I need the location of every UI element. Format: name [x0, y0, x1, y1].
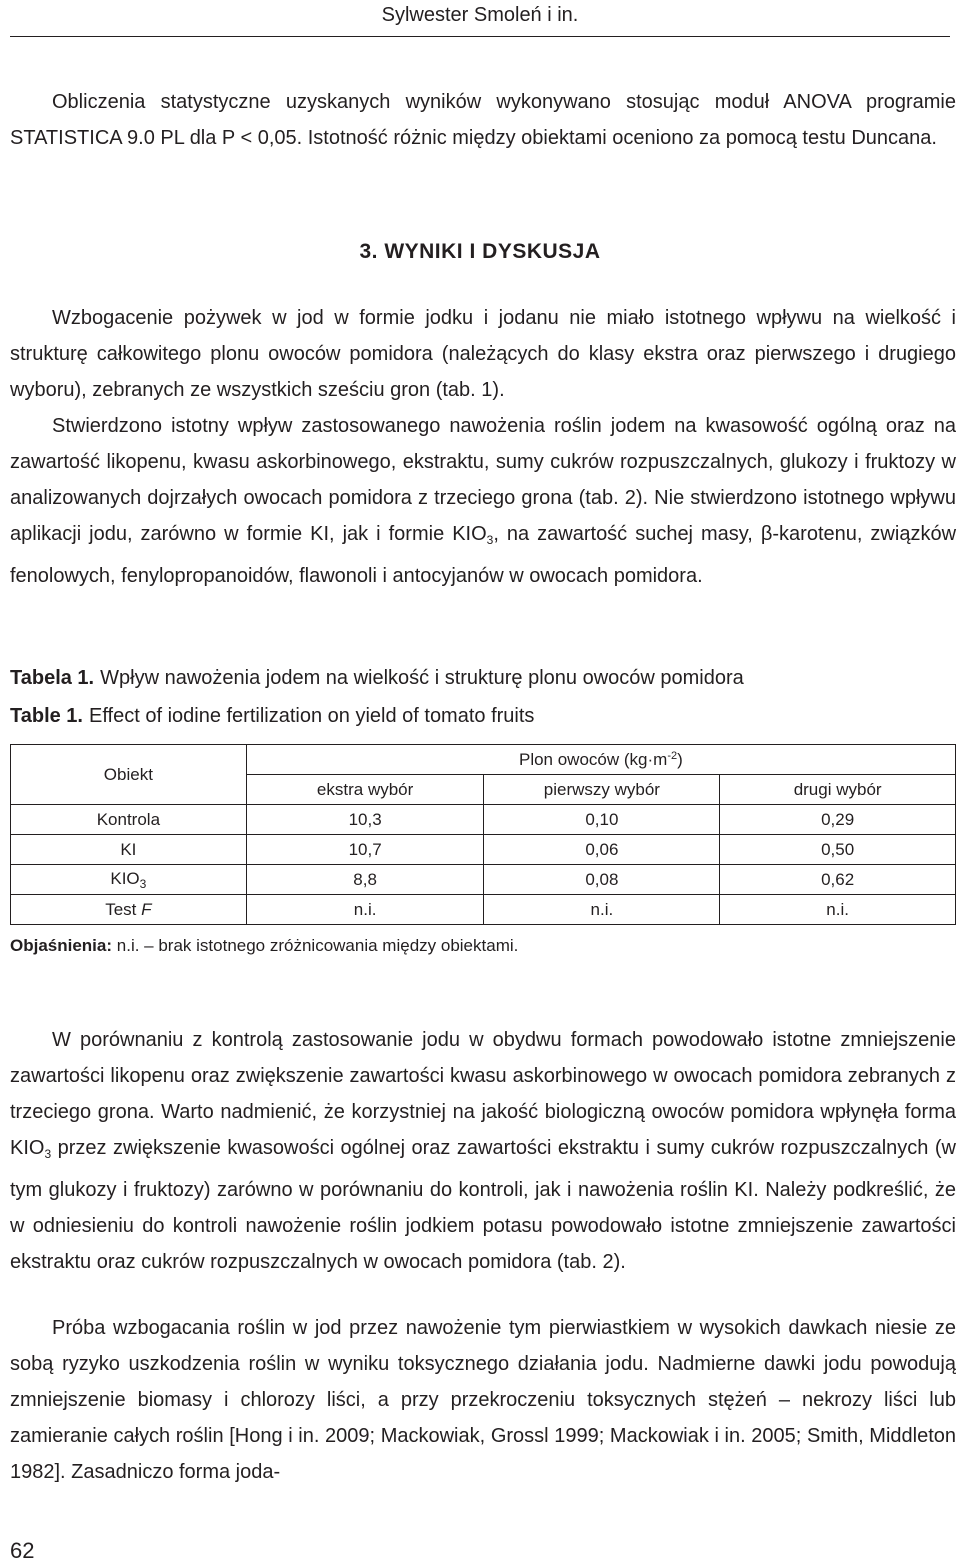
subscript: 3: [139, 876, 147, 891]
row-object: KI: [11, 835, 247, 865]
header-yield-close: ): [677, 749, 683, 769]
table-row: [11, 835, 956, 865]
header-yield: [246, 745, 955, 775]
table-row: [11, 805, 956, 835]
table-row: [11, 865, 956, 895]
note-label: Objaśnienia:: [10, 936, 113, 955]
object-name: Test: [105, 899, 142, 919]
running-header: Sylwester Smoleń i in.: [381, 4, 579, 26]
text-run: W porównaniu z kontrolą zastosowanie jodu w obydwu formach powodowało istotne zmniejszenie zawartości likopenu oraz zwiększenie zawartości kwasu askorbinowego w owocach pomidora zebranych z trzeciego grona. Warto nadmienić, że korzystniej na jakość biologiczną owoców pomidora wpłynęła forma KIO: [10, 1029, 956, 1159]
object-name: KIO: [110, 868, 140, 888]
table-note: [10, 936, 518, 956]
cell-value: 0,50: [720, 835, 956, 865]
table-caption-pl: [10, 664, 744, 692]
table-row: [11, 895, 956, 925]
cell-value: 0,08: [484, 865, 720, 895]
caption-label: Tabela 1.: [10, 667, 95, 689]
page-number: 62: [10, 1538, 35, 1563]
subscript: 3: [486, 533, 494, 547]
caption-text: Effect of iodine fertilization on yield of tomato fruits: [89, 705, 535, 727]
cell-value: 10,3: [246, 805, 484, 835]
header-yield-text: Plon owoców (kg·m: [518, 749, 668, 769]
subheader-extra: ekstra wybór: [246, 775, 484, 805]
cell-value: 0,62: [720, 865, 956, 895]
paragraph-statistics: Obliczenia statystyczne uzyskanych wyników wykonywano stosując moduł ANOVA programie STATISTICA 9.0 PL dla P < 0,05. Istotność różnic między obiektami oceniono za pomocą testu Duncana.: [10, 91, 956, 149]
cell-value: 0,29: [720, 805, 956, 835]
table-header-row: [11, 745, 956, 775]
cell-value: 0,06: [484, 835, 720, 865]
superscript: -2: [667, 749, 678, 762]
object-name-italic: F: [141, 899, 152, 919]
cell-value: 10,7: [246, 835, 484, 865]
note-text: n.i. – brak istotnego zróżnicowania między obiektami.: [116, 936, 519, 955]
paragraph-risk: Próba wzbogacania roślin w jod przez nawożenie tym pierwiastkiem w wysokich dawkach niesie ze sobą ryzyko uszkodzenia roślin w wyniku toksycznego działania jodu. Nadmierne dawki jodu powodują zmniejszenie biomasy i chlorozy liści, a przy przekroczeniu toksycznych stężeń – nekrozy liści lub zamieranie całych roślin [Hong i in. 2009; Mackowiak, Grossl 1999; Mackowiak i in. 2005; Smith, Middleton 1982]. Zasadniczo forma joda-: [10, 1317, 956, 1483]
caption-label: Table 1.: [10, 705, 83, 727]
caption-text: Wpływ nawożenia jodem na wielkość i strukturę plonu owoców pomidora: [100, 667, 744, 689]
cell-value: n.i.: [484, 895, 720, 925]
text-run: Stwierdzono istotny wpływ zastosowanego nawożenia roślin jodem na kwasowość ogólną oraz na zawartość likopenu, kwasu askorbinowego, ekstraktu, sumy cukrów rozpuszczalnych, glukozy i fruktozy w analizowanych dojrzałych owocach pomidora z trzeciego grona (tab. 2). Nie stwierdzono istotnego wpływu aplikacji jodu, zarówno w formie KI, jak i formie KIO: [10, 415, 956, 545]
paragraph-results-2: [10, 408, 956, 594]
paragraph-results-1: Wzbogacenie pożywek w jod w formie jodku i jodanu nie miało istotnego wpływu na wielkość i strukturę całkowitego plonu owoców pomidora (należących do klasy ekstra oraz pierwszego i drugiego wyboru), zebranych ze wszystkich sześciu gron (tab. 1).: [10, 307, 956, 401]
row-object: [11, 895, 247, 925]
cell-value: n.i.: [720, 895, 956, 925]
yield-table: [10, 744, 956, 925]
paragraph-comparison: [10, 1022, 956, 1280]
table-caption-en: [10, 702, 534, 730]
header-object: Obiekt: [11, 745, 247, 805]
row-object: Kontrola: [11, 805, 247, 835]
cell-value: n.i.: [246, 895, 484, 925]
row-object: [11, 865, 247, 895]
text-run: , na zawartość suchej masy, β-karotenu, związków fenolowych, fenylopropanoidów, flawonoli i antocyjanów w owocach pomidora.: [10, 523, 957, 587]
cell-value: 0,10: [484, 805, 720, 835]
text-run: przez zwiększenie kwasowości ogólnej oraz zawartości ekstraktu i sumy cukrów rozpuszczalnych (w tym glukozy i fruktozy) zarówno w porównaniu do kontroli, jak i nawożenia roślin KI. Należy podkreślić, że w odniesieniu do kontroli nawożenie roślin jodkiem potasu powodowało istotne zmniejszenie zawartości ekstraktu oraz cukrów rozpuszczalnych w owocach pomidora (tab. 2).: [10, 1137, 956, 1273]
cell-value: 8,8: [246, 865, 484, 895]
subheader-first: pierwszy wybór: [484, 775, 720, 805]
subheader-second: drugi wybór: [720, 775, 956, 805]
section-title: 3. WYNIKI I DYSKUSJA: [359, 240, 601, 263]
header-rule: [10, 36, 950, 37]
subscript: 3: [44, 1147, 52, 1161]
